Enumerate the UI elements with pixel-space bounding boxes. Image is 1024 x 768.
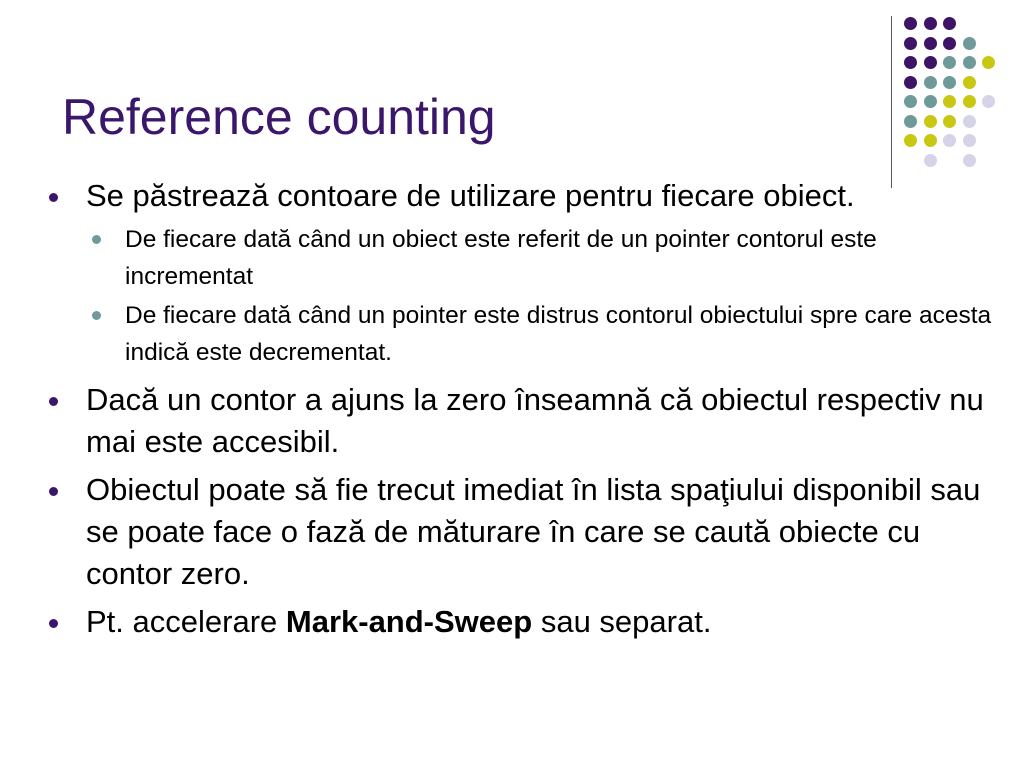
decorative-dot bbox=[963, 134, 976, 147]
decorative-dot bbox=[943, 56, 956, 69]
bullet-icon bbox=[49, 397, 58, 406]
bullet-list bbox=[45, 175, 1005, 649]
decorative-dot bbox=[963, 76, 976, 89]
decorative-dot bbox=[943, 134, 956, 147]
decorative-dot bbox=[924, 95, 937, 108]
bullet-item bbox=[45, 379, 1005, 463]
sub-bullet-item bbox=[86, 297, 1005, 371]
sub-bullet-text: De fiecare dată când un pointer este distrus contorul obiectului spre care acesta indică este decrementat. bbox=[125, 302, 992, 366]
sub-bullet-item bbox=[86, 221, 1005, 295]
bullet-icon bbox=[49, 619, 58, 628]
bullet-item bbox=[45, 469, 1005, 595]
decorative-dot bbox=[963, 95, 976, 108]
bullet-item bbox=[45, 601, 1005, 643]
decorative-dot bbox=[943, 17, 956, 30]
decorative-dot bbox=[924, 56, 937, 69]
decorative-dot bbox=[963, 37, 976, 50]
decorative-dot bbox=[924, 76, 937, 89]
bullet-text-bold: Mark-and-Sweep bbox=[285, 604, 533, 639]
bullet-text: Obiectul poate să fie trecut imediat în lista spaţiului disponibil sau se poate face o fază de măturare în care se caută obiecte cu contor zero. bbox=[86, 472, 981, 591]
title-divider-line bbox=[891, 16, 892, 188]
bullet-icon bbox=[49, 487, 58, 496]
sub-bullet-icon bbox=[92, 311, 101, 320]
decorative-dot bbox=[904, 95, 917, 108]
decorative-dot bbox=[943, 37, 956, 50]
decorative-dot bbox=[904, 17, 917, 30]
bullet-text: Se păstrează contoare de utilizare pentru fiecare obiect. bbox=[86, 178, 855, 213]
decorative-dot bbox=[963, 154, 976, 167]
decorative-dot bbox=[963, 115, 976, 128]
decorative-dot bbox=[904, 56, 917, 69]
bullet-text-after: sau separat. bbox=[532, 604, 712, 639]
decorative-dot bbox=[904, 134, 917, 147]
bullet-item bbox=[45, 175, 1005, 371]
bullet-icon bbox=[49, 193, 58, 202]
decorative-dot bbox=[963, 56, 976, 69]
decorative-dot bbox=[904, 37, 917, 50]
decorative-dot bbox=[943, 115, 956, 128]
bullet-text: Dacă un contor a ajuns la zero înseamnă că obiectul respectiv nu mai este accesibil. bbox=[86, 382, 984, 459]
decorative-dot bbox=[982, 56, 995, 69]
sub-bullet-icon bbox=[92, 235, 101, 244]
bullet-text-before: Pt. accelerare bbox=[86, 604, 286, 639]
slide-title: Reference counting bbox=[62, 89, 496, 145]
decorative-dot bbox=[943, 76, 956, 89]
sub-bullet-text: De fiecare dată când un obiect este referit de un pointer contorul este incrementat bbox=[125, 226, 877, 290]
decorative-dot bbox=[924, 115, 937, 128]
decorative-dot bbox=[943, 95, 956, 108]
sub-bullet-list bbox=[86, 221, 1005, 371]
decorative-dot bbox=[924, 37, 937, 50]
decorative-dot bbox=[904, 115, 917, 128]
decorative-dot bbox=[924, 134, 937, 147]
decorative-dot bbox=[924, 17, 937, 30]
decorative-dot bbox=[904, 76, 917, 89]
decorative-dot bbox=[924, 154, 937, 167]
decorative-dot bbox=[982, 95, 995, 108]
